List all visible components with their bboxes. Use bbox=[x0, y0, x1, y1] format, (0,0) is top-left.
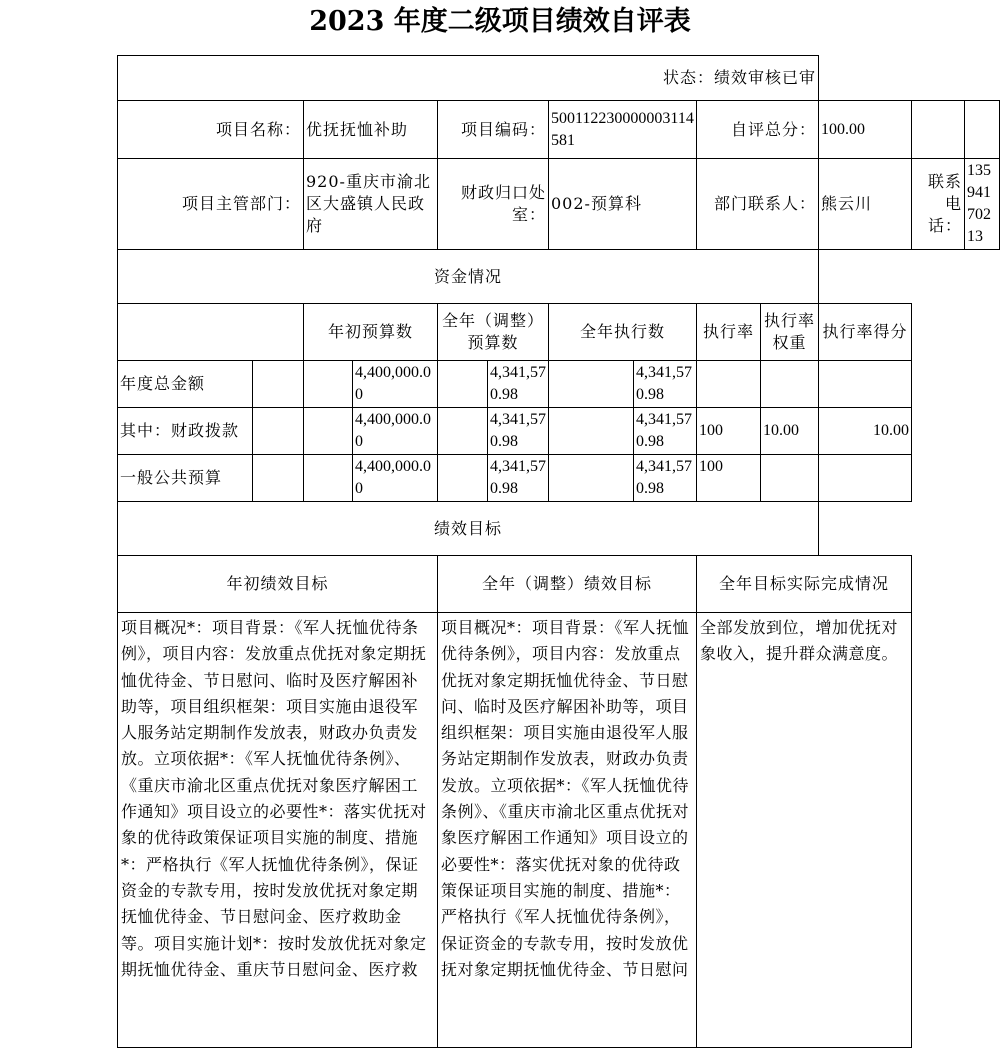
contact-label: 部门联系人： bbox=[697, 159, 819, 250]
empty-cell bbox=[253, 361, 304, 408]
header-adjusted-budget: 全年（调整）预算数 bbox=[438, 304, 549, 361]
rate-value bbox=[697, 361, 761, 408]
header-rate: 执行率 bbox=[697, 304, 761, 361]
initial-value: 4,400,000.00 bbox=[353, 361, 438, 408]
funds-row bbox=[118, 455, 1000, 502]
rate-value: 100 bbox=[697, 455, 761, 502]
funds-row bbox=[118, 361, 1000, 408]
empty-cell bbox=[438, 455, 488, 502]
empty-cell bbox=[304, 408, 353, 455]
score-value bbox=[819, 455, 912, 502]
adjusted-value: 4,341,570.98 bbox=[488, 361, 549, 408]
dept-value: 920-重庆市渝北区大盛镇人民政府 bbox=[304, 159, 438, 250]
project-name-label: 项目名称： bbox=[118, 101, 304, 159]
empty-cell bbox=[912, 101, 965, 159]
empty-cell bbox=[438, 361, 488, 408]
finance-value: 002-预算科 bbox=[549, 159, 697, 250]
project-code-value: 500112230000003114581 bbox=[549, 101, 697, 159]
empty-cell bbox=[253, 455, 304, 502]
empty-cell bbox=[965, 101, 1000, 159]
empty-cell bbox=[438, 408, 488, 455]
executed-value: 4,341,570.98 bbox=[634, 361, 697, 408]
initial-value: 4,400,000.00 bbox=[353, 455, 438, 502]
score-value: 100.00 bbox=[819, 101, 912, 159]
status-text: 状态：绩效审核已审 bbox=[118, 56, 819, 101]
phone-label: 联系电话： bbox=[912, 159, 965, 250]
score-value bbox=[819, 361, 912, 408]
weight-value bbox=[761, 455, 819, 502]
executed-value: 4,341,570.98 bbox=[634, 455, 697, 502]
goals-actual-text: 全部发放到位，增加优抚对象收入，提升群众满意度。 bbox=[697, 613, 912, 1048]
score-value: 10.00 bbox=[819, 408, 912, 455]
empty-cell bbox=[118, 304, 304, 361]
row-label: 一般公共预算 bbox=[118, 455, 253, 502]
dept-label: 项目主管部门： bbox=[118, 159, 304, 250]
empty-cell bbox=[253, 408, 304, 455]
phone-value: 13594170213 bbox=[965, 159, 1000, 250]
header-weight: 执行率权重 bbox=[761, 304, 819, 361]
adjusted-value: 4,341,570.98 bbox=[488, 408, 549, 455]
contact-value: 熊云川 bbox=[819, 159, 912, 250]
empty-cell bbox=[304, 361, 353, 408]
header-score: 执行率得分 bbox=[819, 304, 912, 361]
header-executed: 全年执行数 bbox=[549, 304, 697, 361]
empty-cell bbox=[304, 455, 353, 502]
evaluation-table bbox=[117, 55, 1000, 1048]
score-label: 自评总分： bbox=[697, 101, 819, 159]
finance-label: 财政归口处室： bbox=[438, 159, 549, 250]
goals-section-title: 绩效目标 bbox=[118, 502, 819, 556]
goals-header-adjusted: 全年（调整）绩效目标 bbox=[438, 556, 697, 613]
weight-value: 10.00 bbox=[761, 408, 819, 455]
funds-section-title: 资金情况 bbox=[118, 250, 819, 304]
project-code-label: 项目编码： bbox=[438, 101, 549, 159]
project-name-value: 优抚抚恤补助 bbox=[304, 101, 438, 159]
page-title: 2023 年度二级项目绩效自评表 bbox=[309, 6, 691, 37]
row-label: 年度总金额 bbox=[118, 361, 253, 408]
goals-header-initial: 年初绩效目标 bbox=[118, 556, 438, 613]
executed-value: 4,341,570.98 bbox=[634, 408, 697, 455]
row-label: 其中：财政拨款 bbox=[118, 408, 253, 455]
goals-adjusted-text: 项目概况*：项目背景：《军人抚恤优待条例》，项目内容：发放重点优抚对象定期抚恤优待金、节日慰问、临时及医疗解困补助等，项目组织框架：项目实施由退役军人服务站定期制作发放表，财政办负责发放。立项依据*：《军人抚恤优待条例》、《重庆市渝北区重点优抚对象医疗解困工作通知》项目设立的必要性*：落实优抚对象的优待政策保证项目实施的制度、措施*：严格执行《军人抚恤优待条例》，保证资金的专款专用，按时发放优抚对象定期抚恤优待金、节日慰问 bbox=[438, 613, 697, 1048]
rate-value: 100 bbox=[697, 408, 761, 455]
funds-row bbox=[118, 408, 1000, 455]
goals-header-actual: 全年目标实际完成情况 bbox=[697, 556, 912, 613]
empty-cell bbox=[549, 361, 634, 408]
adjusted-value: 4,341,570.98 bbox=[488, 455, 549, 502]
empty-cell bbox=[549, 408, 634, 455]
initial-value: 4,400,000.00 bbox=[353, 408, 438, 455]
header-initial-budget: 年初预算数 bbox=[304, 304, 438, 361]
goals-initial-text: 项目概况*：项目背景：《军人抚恤优待条例》，项目内容：发放重点优抚对象定期抚恤优待金、节日慰问、临时及医疗解困补助等，项目组织框架：项目实施由退役军人服务站定期制作发放表，财政办负责发放。立项依据*：《军人抚恤优待条例》、《重庆市渝北区重点优抚对象医疗解困工作通知》项目设立的必要性*：落实优抚对象的优待政策保证项目实施的制度、措施*：严格执行《军人抚恤优待条例》，保证资金的专款专用，按时发放优抚对象定期抚恤优待金、节日慰问金、医疗救助金等。项目实施计划*：按时发放优抚对象定期抚恤优待金、重庆节日慰问金、医疗救 bbox=[118, 613, 438, 1048]
weight-value bbox=[761, 361, 819, 408]
empty-cell bbox=[549, 455, 634, 502]
